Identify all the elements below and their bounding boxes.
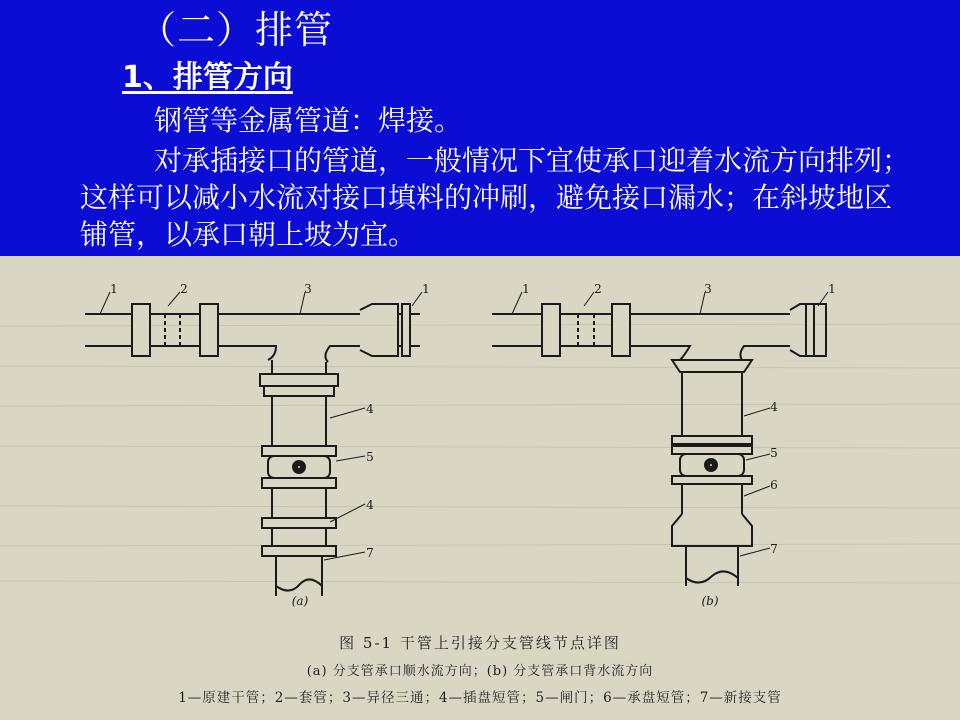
callout-b-1: 1 <box>522 282 530 296</box>
callout-a-4: 4 <box>366 402 374 416</box>
slide-title: （二）排管 <box>138 8 334 52</box>
callout-a-2: 2 <box>180 282 188 296</box>
callout-b-2: 2 <box>594 282 602 296</box>
callout-b-7: 7 <box>770 542 778 556</box>
callout-b-1b: 1 <box>828 282 836 296</box>
callout-b-4: 4 <box>770 400 778 414</box>
callout-a-1b: 1 <box>422 282 430 296</box>
figure-legend: 1—原建干管；2—套管；3—异径三通；4—插盘短管；5—闸门；6—承盘短管；7—新接支管 <box>178 690 782 706</box>
paragraph-socket-joint: 对承插接口的管道，一般情况下宜使承口迎着水流方向排列；这样可以减小水流对接口填料的冲刷，避免接口漏水；在斜坡地区铺管，以承口朝上坡为宜。 <box>80 144 911 251</box>
figure-caption-title: 图 5-1 干管上引接分支管线节点详图 <box>339 634 621 652</box>
callout-a-1: 1 <box>110 282 118 296</box>
callout-a-5: 5 <box>366 450 374 464</box>
figure-caption-subtitle: (a) 分支管承口顺水流方向；(b) 分支管承口背水流方向 <box>306 664 654 679</box>
callout-a-4b: 4 <box>366 498 374 512</box>
pipe-joint-figure <box>0 256 960 720</box>
callout-a-7: 7 <box>366 546 374 560</box>
slide-header <box>0 0 960 256</box>
panel-b-label: (b) <box>701 594 719 608</box>
paragraph-steel-pipe: 钢管等金属管道：焊接。 <box>154 104 463 137</box>
callout-b-6: 6 <box>770 478 778 492</box>
panel-a-label: (a) <box>291 594 309 608</box>
callout-b-3: 3 <box>704 282 712 296</box>
section-heading: 1、排管方向 <box>122 60 293 95</box>
callout-a-3: 3 <box>304 282 312 296</box>
callout-b-5: 5 <box>770 446 778 460</box>
